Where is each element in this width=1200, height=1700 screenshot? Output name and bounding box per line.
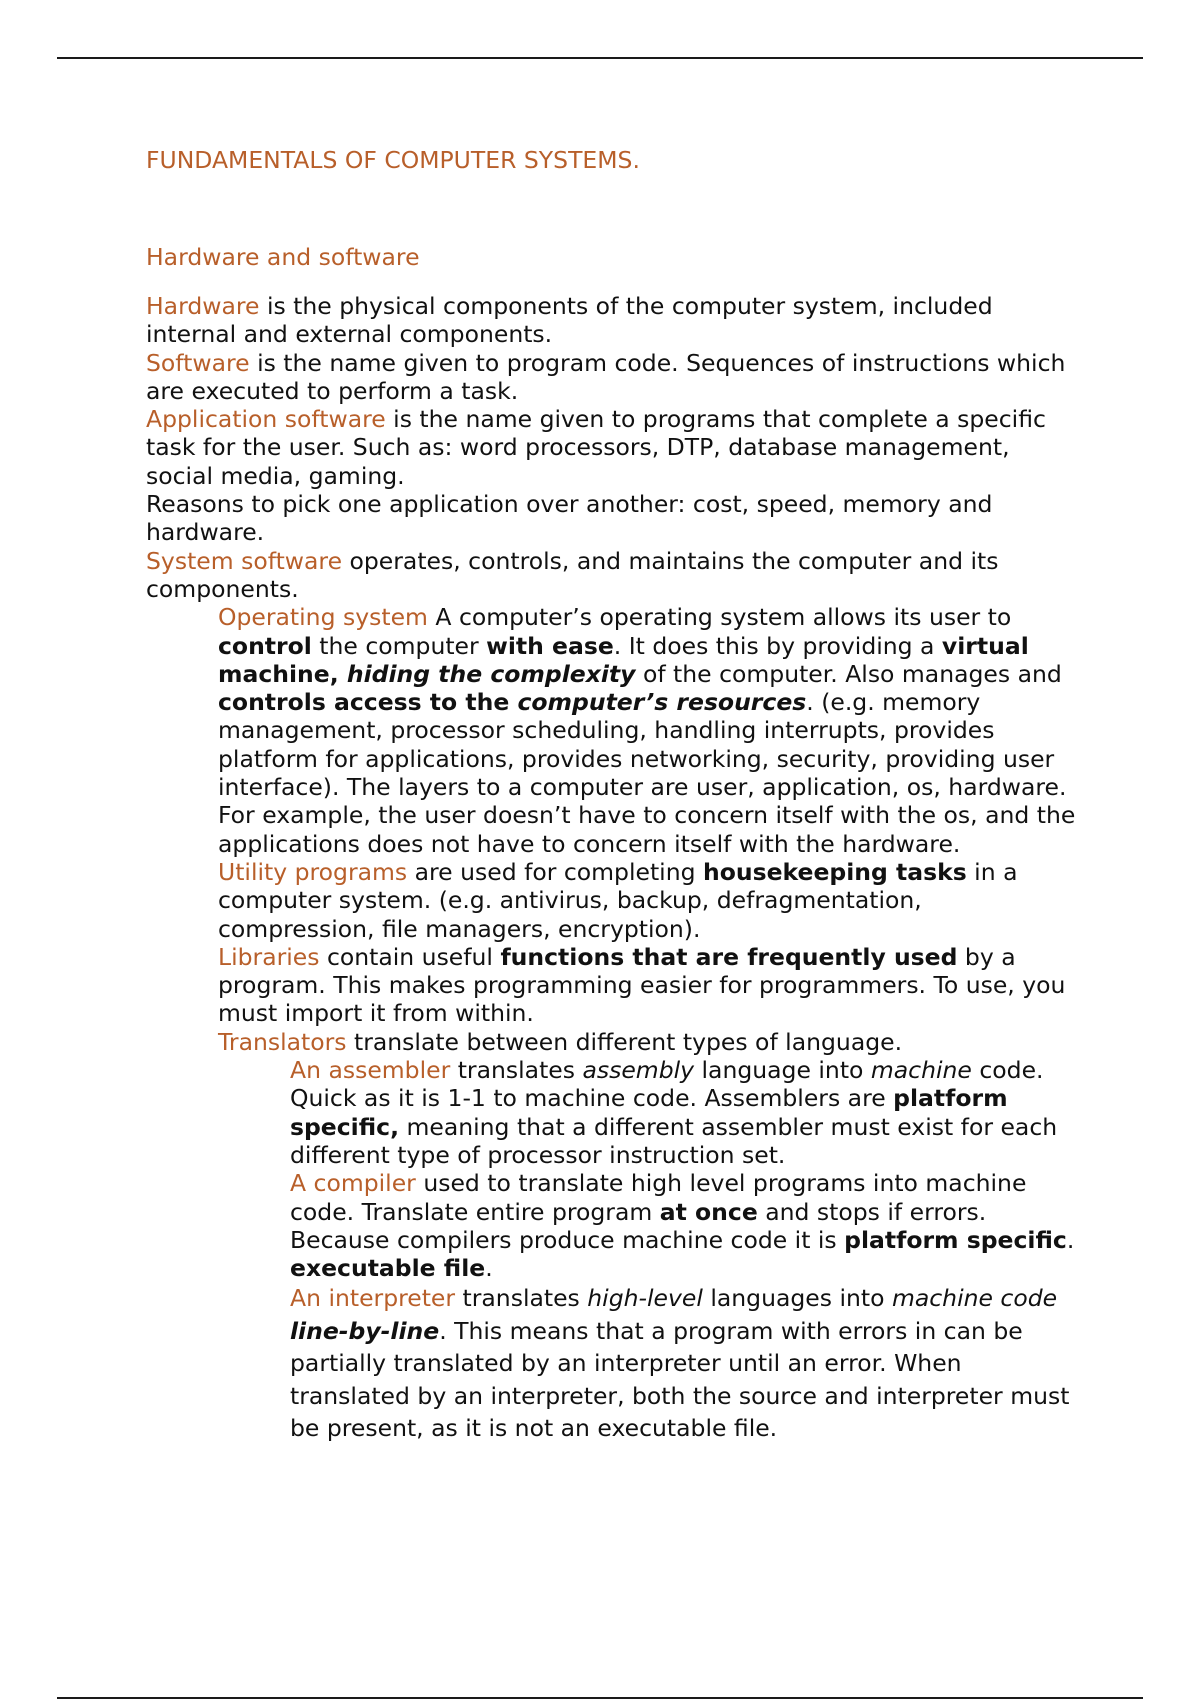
section-heading: Hardware and software: [146, 243, 420, 271]
application-software-text: is the name given to programs that complete a specific task for the user. Such as: word processors, DTP, database management, social media, gaming.: [146, 405, 1046, 490]
os-bold-with-ease: with ease: [486, 631, 614, 660]
interpreter-text-2: languages into: [702, 1284, 892, 1313]
assembler-term: An assembler: [290, 1056, 451, 1085]
os-text-3: . It does this by providing a: [613, 631, 942, 660]
assembler-bold-platform: platform specific,: [290, 1084, 1008, 1141]
os-text-2: the computer: [311, 631, 487, 660]
utility-programs-paragraph: [218, 858, 1076, 943]
compiler-paragraph: [290, 1169, 1076, 1282]
assembler-italic-assembly: assembly: [582, 1056, 695, 1085]
application-software-paragraph: [146, 405, 1076, 490]
utility-bold-housekeeping: housekeeping tasks: [702, 857, 967, 886]
libraries-bold-functions: functions that are frequently used: [500, 942, 958, 971]
assembler-text-1: translates: [450, 1056, 583, 1085]
application-software-term: Application software: [146, 405, 386, 434]
software-paragraph: [146, 349, 1076, 406]
document-body: [146, 146, 1076, 1445]
hardware-term: Hardware: [146, 292, 260, 320]
compiler-bold-platform: platform specific: [844, 1225, 1067, 1254]
libraries-term: Libraries: [218, 942, 320, 971]
translators-term: Translators: [218, 1027, 347, 1056]
assembler-paragraph: [290, 1056, 1076, 1169]
os-text-4: of the computer. Also manages and: [635, 659, 1062, 688]
libraries-paragraph: [218, 943, 1076, 1028]
os-bold-control: control: [218, 631, 312, 660]
interpreter-italic-machine-code: machine code: [891, 1284, 1058, 1313]
os-text-1: A computer’s operating system allows its user to: [427, 603, 1012, 632]
system-software-paragraph: [146, 547, 1076, 604]
software-term: Software: [146, 348, 250, 377]
document-title: FUNDAMENTALS OF COMPUTER SYSTEMS.: [146, 146, 640, 174]
operating-system-paragraph: [218, 603, 1076, 858]
system-software-term: System software: [146, 546, 343, 575]
interpreter-italic-high-level: high-level: [587, 1284, 703, 1313]
interpreter-term: An interpreter: [290, 1284, 456, 1313]
top-rule: [57, 57, 1143, 59]
compiler-text-3: .: [1066, 1225, 1075, 1254]
os-bold-italic-hiding: hiding the complexity: [346, 659, 636, 688]
utility-programs-term: Utility programs: [218, 857, 408, 886]
utility-text-1: are used for completing: [407, 857, 703, 886]
interpreter-text-1: translates: [455, 1284, 588, 1313]
hardware-text: is the physical components of the computer system, included internal and external components.: [146, 292, 993, 349]
interpreter-paragraph: [290, 1282, 1076, 1445]
bottom-rule: [57, 1697, 1143, 1699]
assembler-text-3: code. Quick as it is 1-1 to machine code. Assemblers are: [290, 1056, 1044, 1113]
libraries-text-1: contain useful: [319, 942, 501, 971]
compiler-bold-at-once: at once: [659, 1197, 758, 1226]
system-software-text: operates, controls, and maintains the computer and its components.: [146, 546, 999, 603]
operating-system-term: Operating system: [218, 603, 428, 632]
os-bold-italic-resources: computer’s resources: [517, 688, 807, 717]
os-bold-controls-access: controls access to the: [218, 688, 518, 717]
compiler-term: A compiler: [290, 1169, 416, 1198]
interpreter-bold-italic-line-by-line: line-by-line: [290, 1316, 440, 1345]
interpreter-text-4: . This means that a program with errors in can be partially translated by an interpreter until an error. When translated by an interpreter, both the source and interpreter must be present, as it is not an executable file.: [290, 1316, 1070, 1443]
os-text-5: . (e.g. memory management, processor scheduling, handling interrupts, provides platform for applications, provides networking, security, providing user interface). The layers to a computer are user, application, os, hardware. For example, the user doesn’t have to concern itself with the os, and the applications does not have to concern itself with the hardware.: [218, 688, 1076, 858]
assembler-text-2: language into: [694, 1056, 871, 1085]
translators-text: translate between different types of language.: [346, 1027, 903, 1056]
reasons-paragraph: Reasons to pick one application over another: cost, speed, memory and hardware.: [146, 490, 993, 547]
assembler-italic-machine: machine: [870, 1056, 972, 1085]
compiler-text-1: used to translate high level programs into machine code. Translate entire program: [290, 1169, 1027, 1226]
assembler-text-4: meaning that a different assembler must exist for each different type of processor instruction set.: [290, 1112, 1058, 1169]
compiler-text-4: .: [485, 1254, 493, 1283]
translators-paragraph: [218, 1028, 1076, 1056]
software-text: is the name given to program code. Sequences of instructions which are executed to perform a task.: [146, 348, 1066, 405]
libraries-text-2: by a program. This makes programming easier for programmers. To use, you must import it from within.: [218, 942, 1066, 1028]
utility-text-2: in a computer system. (e.g. antivirus, backup, defragmentation, compression, file managers, encryption).: [218, 857, 1018, 943]
compiler-bold-executable: executable file: [290, 1254, 486, 1283]
os-bold-virtual-machine: virtual machine,: [218, 631, 1029, 688]
compiler-text-2: and stops if errors. Because compilers produce machine code it is: [290, 1197, 987, 1254]
hardware-paragraph: [146, 292, 1076, 349]
